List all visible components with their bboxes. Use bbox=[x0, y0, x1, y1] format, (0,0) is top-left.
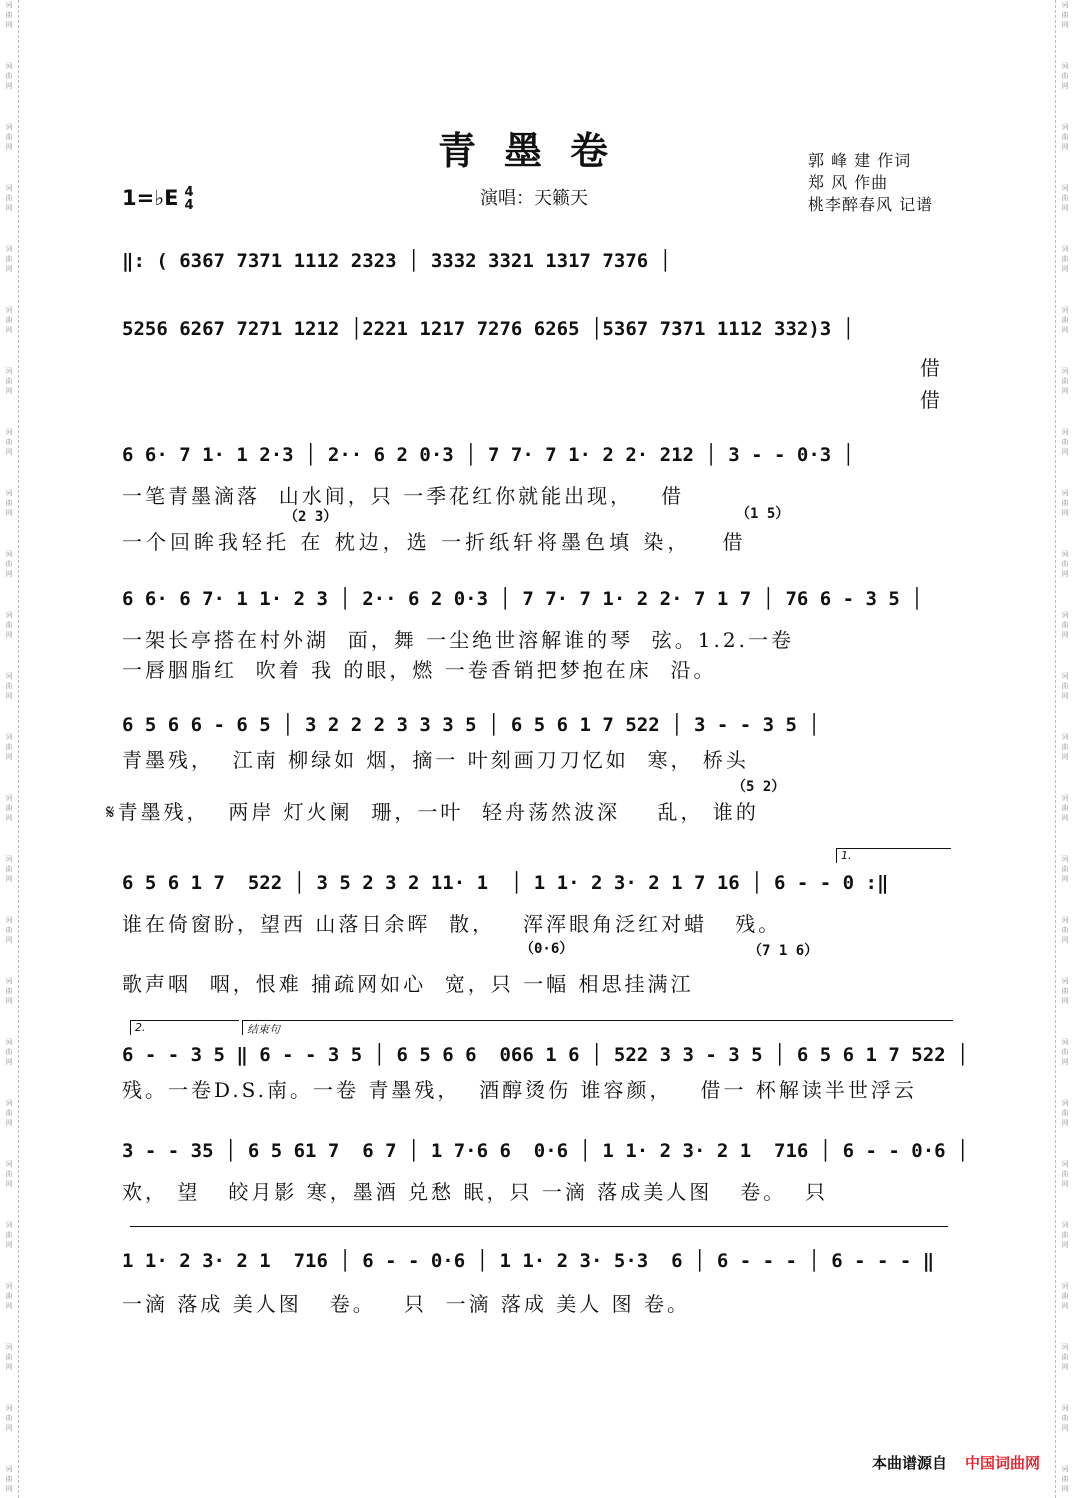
composer-credit: 郑 风 作曲 bbox=[808, 173, 889, 192]
watermark-text: 词 曲 网 bbox=[1061, 62, 1069, 90]
watermark-text: 词 曲 网 bbox=[1061, 550, 1069, 578]
watermark-text: 词 曲 网 bbox=[1061, 1038, 1069, 1066]
lyric-row-1b: 借 bbox=[920, 388, 943, 412]
watermark-text: 词 曲 网 bbox=[5, 550, 13, 578]
watermark-text: 词 曲 网 bbox=[5, 672, 13, 700]
watermark-text: 词 曲 网 bbox=[1061, 428, 1069, 456]
lyric-row-8a: 一滴 落成 美人图 卷。 只 一滴 落成 美人 图 卷。 bbox=[122, 1292, 691, 1316]
notation-row-6: 6 5 6 1 7 522 │ 3 5 2 3 2 11· 1 │ 1 1· 2 3· 2 1 7 16 │ 6 - - 0 :‖ bbox=[122, 872, 889, 894]
watermark-text: 词 曲 网 bbox=[5, 1, 13, 29]
watermark-text: 词 曲 网 bbox=[5, 306, 13, 334]
lyric-row-2b: 一个回眸我轻托 在 枕边，选 一折纸轩将墨色填 染， 借 bbox=[122, 530, 747, 554]
watermark-text: 词 曲 网 bbox=[5, 184, 13, 212]
watermark-text: 词 曲 网 bbox=[5, 428, 13, 456]
notation-row-2: 5256 6267 7271 1212 │2221 1217 7276 6265 │5367 7371 1112 332)3 │ bbox=[122, 318, 855, 340]
watermark-text: 词 曲 网 bbox=[1061, 184, 1069, 212]
watermark-text: 词 曲 网 bbox=[5, 123, 13, 151]
watermark-text: 词 曲 网 bbox=[5, 916, 13, 944]
watermark-text: 词 曲 网 bbox=[1061, 916, 1069, 944]
second-ending: 2. bbox=[130, 1020, 239, 1035]
watermark-text: 词 曲 网 bbox=[1061, 733, 1069, 761]
watermark-text: 词 曲 网 bbox=[1061, 489, 1069, 517]
first-ending: 1. bbox=[836, 848, 951, 863]
watermark-text: 词 曲 网 bbox=[5, 245, 13, 273]
watermark-text: 词 曲 网 bbox=[5, 1099, 13, 1127]
time-sig-top: 4 bbox=[184, 185, 194, 200]
watermark-text: 词 曲 网 bbox=[1061, 1343, 1069, 1371]
footer-brand[interactable]: 中国词曲网 bbox=[964, 1454, 1040, 1472]
watermark-text: 词 曲 网 bbox=[5, 1465, 13, 1493]
watermark-text: 词 曲 网 bbox=[1061, 1, 1069, 29]
alt-notes-3: （5 2） bbox=[732, 779, 786, 795]
lyric-row-5b: 歌声咽 咽，恨难 捕疏网如心 宽，只 一幅 相思挂满江 bbox=[122, 972, 694, 996]
watermark-text: 词 曲 网 bbox=[5, 367, 13, 395]
lyric-row-7a: 欢， 望 皎月影 寒，墨酒 兑愁 眠，只 一滴 落成美人图 卷。 只 bbox=[122, 1180, 829, 1204]
watermark-text: 词 曲 网 bbox=[1061, 1160, 1069, 1188]
lyric-row-4b: 𝄋青墨残， 两岸 灯火阑 珊，一叶 轻舟荡然波深 乱， 谁的 bbox=[106, 800, 759, 824]
lyric-row-2a: 一笔青墨滴落 山水间，只 一季花红你就能出现， 借 bbox=[122, 484, 685, 508]
watermark-text: 词 曲 网 bbox=[1061, 977, 1069, 1005]
key-text: 1=♭E bbox=[122, 186, 179, 210]
alt-notes-5: （7 1 6） bbox=[748, 943, 819, 959]
notation-row-7: 6 - - 3 5 ‖ 6 - - 3 5 │ 6 5 6 6 066 1 6 │ 522 3 3 - 3 5 │ 6 5 6 1 7 522 │ bbox=[122, 1044, 969, 1066]
alt-notes-4: （0·6） bbox=[520, 941, 574, 957]
time-sig-bottom: 4 bbox=[184, 198, 194, 213]
watermark-text: 词 曲 网 bbox=[5, 489, 13, 517]
watermark-text: 词 曲 网 bbox=[1061, 123, 1069, 151]
source-footer bbox=[872, 1452, 1040, 1473]
watermark-text: 词 曲 网 bbox=[5, 977, 13, 1005]
watermark-text: 词 曲 网 bbox=[5, 1160, 13, 1188]
lyric-row-3a: 一架长亭搭在村外湖 面，舞 一尘绝世溶解谁的琴 弦。1.2.一卷 bbox=[122, 628, 794, 652]
lyric-row-1a: 借 bbox=[920, 356, 943, 380]
coda-marker: 结束句 bbox=[242, 1020, 953, 1035]
watermark-text: 词 曲 网 bbox=[1061, 1282, 1069, 1310]
watermark-text: 词 曲 网 bbox=[5, 855, 13, 883]
lyric-row-6a: 残。一卷D.S.南。一卷 青墨残， 酒醇烫伤 谁容颜， 借一 杯解读半世浮云 bbox=[122, 1078, 917, 1102]
watermark-text: 词 曲 网 bbox=[1061, 1099, 1069, 1127]
watermark-text: 词 曲 网 bbox=[5, 62, 13, 90]
alt-notes-1: （2 3） bbox=[284, 509, 338, 525]
watermark-text: 词 曲 网 bbox=[5, 733, 13, 761]
watermark-text: 词 曲 网 bbox=[1061, 367, 1069, 395]
watermark-text: 词 曲 网 bbox=[1061, 855, 1069, 883]
watermark-text: 词 曲 网 bbox=[1061, 245, 1069, 273]
watermark-text: 词 曲 网 bbox=[5, 1282, 13, 1310]
notation-row-1: ‖: ( 6367 7371 1112 2323 │ 3332 3321 1317 7376 │ bbox=[122, 250, 672, 272]
footer-label: 本曲谱源自 bbox=[871, 1454, 947, 1472]
watermark-text: 词 曲 网 bbox=[5, 1404, 13, 1432]
watermark-text: 词 曲 网 bbox=[1061, 1404, 1069, 1432]
singer-credit: 演唱：天籁天 bbox=[480, 188, 588, 209]
lyricist-credit: 郭 峰 建 作词 bbox=[808, 151, 912, 170]
lyric-row-4a: 青墨残， 江南 柳绿如 烟，摘一 叶刻画刀刀忆如 寒， 桥头 bbox=[122, 748, 749, 772]
watermark-text: 词 曲 网 bbox=[5, 611, 13, 639]
time-signature bbox=[184, 186, 193, 212]
notation-row-3: 6 6· 7 1· 1 2·3 │ 2·· 6 2 0·3 │ 7 7· 7 1· 2 2· 212 │ 3 - - 0·3 │ bbox=[122, 444, 855, 466]
notation-row-8: 3 - - 35 │ 6 5 61 7 6 7 │ 1 7·6 6 0·6 │ 1 1· 2 3· 2 1 716 │ 6 - - 0·6 │ bbox=[122, 1140, 969, 1162]
key-signature bbox=[122, 186, 194, 212]
watermark-text: 词 曲 网 bbox=[1061, 794, 1069, 822]
notation-row-4: 6 6· 6 7· 1 1· 2 3 │ 2·· 6 2 0·3 │ 7 7· 7 1· 2 2· 7 1 7 │ 76 6 - 3 5 │ bbox=[122, 588, 923, 610]
notation-row-5: 6 5 6 6 - 6 5 │ 3 2 2 2 3 3 3 5 │ 6 5 6 1 7 522 │ 3 - - 3 5 │ bbox=[122, 714, 820, 736]
alt-notes-2: （1 5） bbox=[736, 506, 790, 522]
watermark-text: 词 曲 网 bbox=[1061, 1465, 1069, 1493]
song-title: 青墨卷 bbox=[437, 128, 636, 173]
left-watermark-strip bbox=[0, 0, 19, 1498]
phrase-line bbox=[130, 1226, 948, 1227]
credits bbox=[808, 150, 933, 216]
watermark-text: 词 曲 网 bbox=[1061, 1221, 1069, 1249]
watermark-text: 词 曲 网 bbox=[1061, 672, 1069, 700]
lyric-row-3b: 一唇胭脂红 吹着 我 的眼，燃 一卷香销把梦抱在床 沿。 bbox=[122, 658, 717, 682]
watermark-text: 词 曲 网 bbox=[5, 794, 13, 822]
notation-row-9: 1 1· 2 3· 2 1 716 │ 6 - - 0·6 │ 1 1· 2 3· 5·3 6 │ 6 - - - │ 6 - - - ‖ bbox=[122, 1250, 935, 1272]
transcriber-credit: 桃李醉春风 记谱 bbox=[808, 195, 934, 214]
right-watermark-strip bbox=[1055, 0, 1074, 1498]
watermark-text: 词 曲 网 bbox=[5, 1221, 13, 1249]
watermark-text: 词 曲 网 bbox=[1061, 306, 1069, 334]
watermark-text: 词 曲 网 bbox=[5, 1343, 13, 1371]
watermark-text: 词 曲 网 bbox=[5, 1038, 13, 1066]
lyric-row-5a: 谁在倚窗盼，望西 山落日余晖 散， 浑浑眼角泛红对蜡 残。 bbox=[122, 912, 782, 936]
watermark-text: 词 曲 网 bbox=[1061, 611, 1069, 639]
